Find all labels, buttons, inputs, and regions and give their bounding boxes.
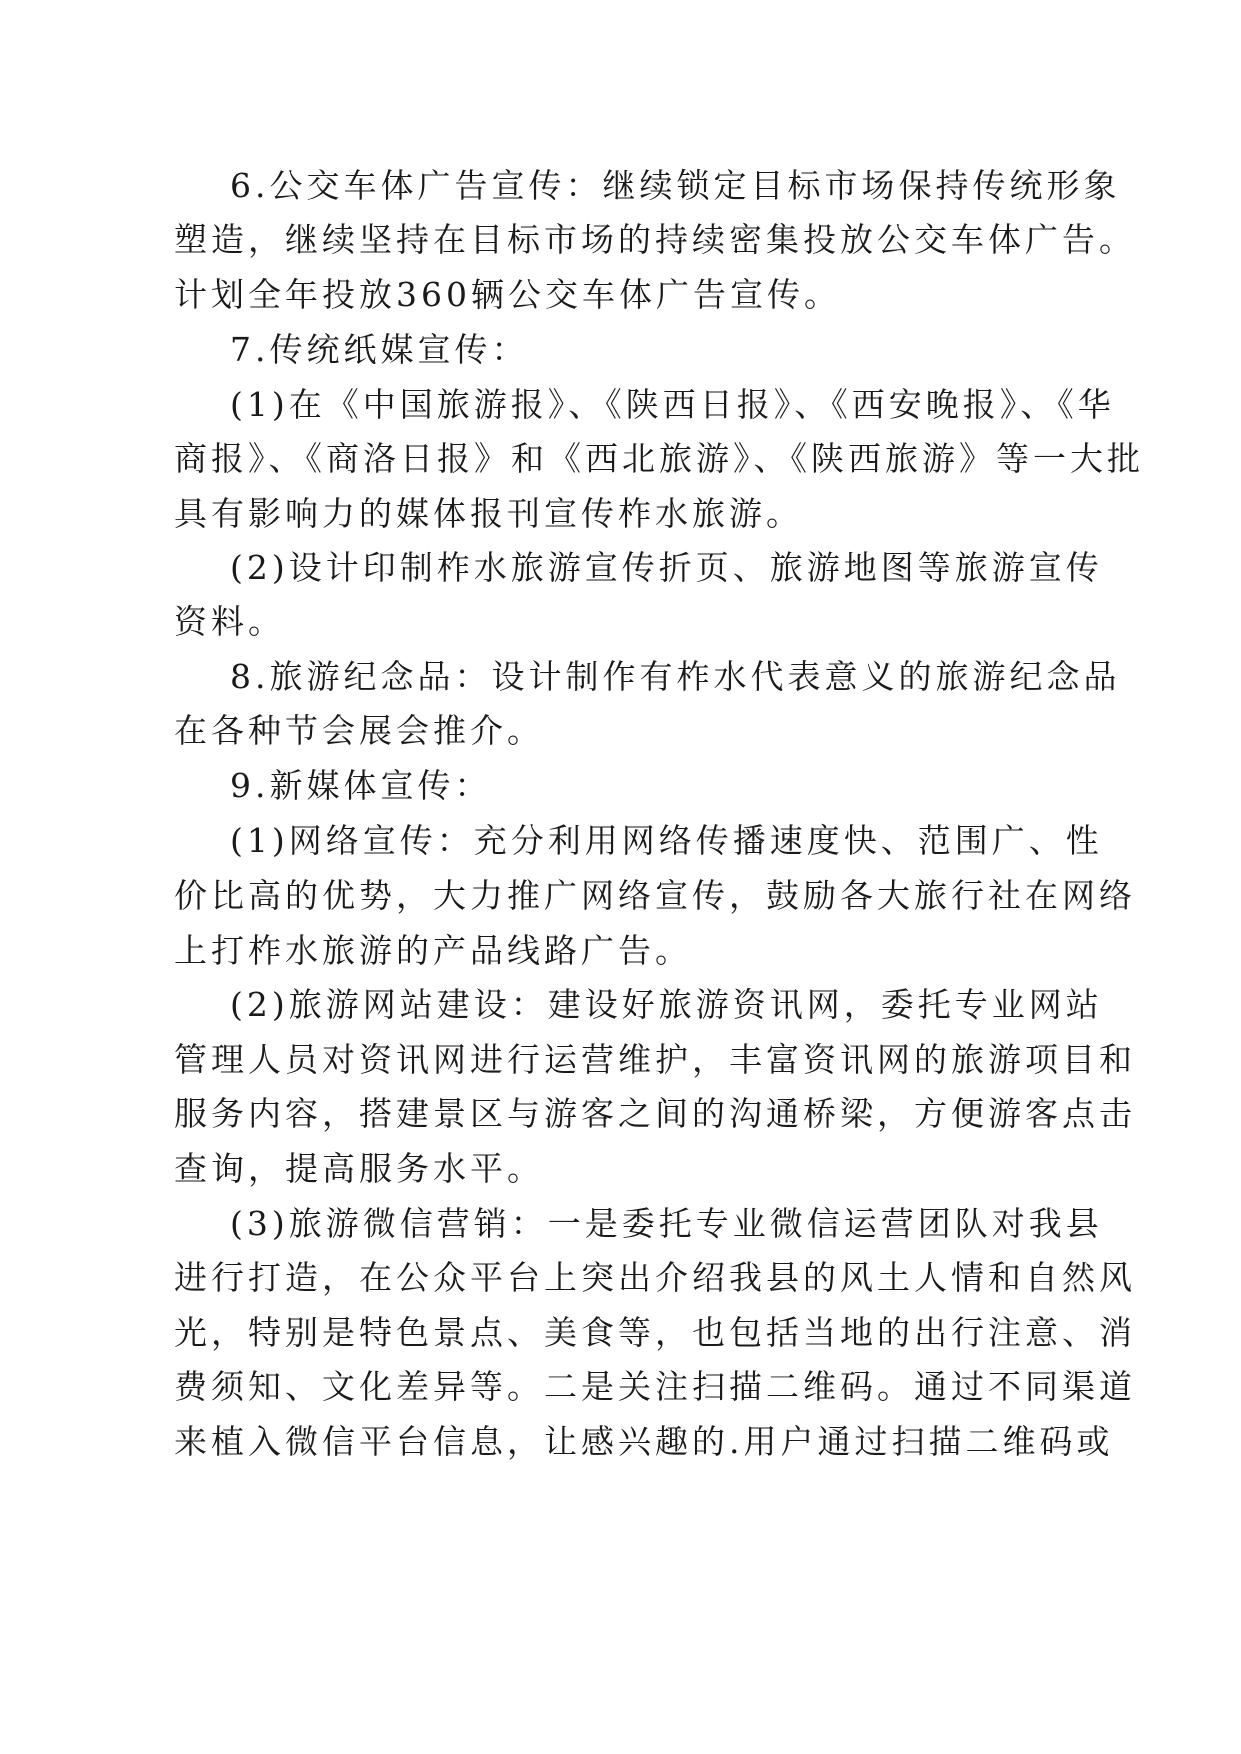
item-9-1-line-2: 价比高的优势，大力推广网络宣传，鼓励各大旅行社在网络 (174, 876, 1136, 915)
item-9-3-line-5: 来植入微信平台信息，让感兴趣的.用户通过扫描二维码或 (174, 1422, 1114, 1461)
item-7-1-line-3: 具有影响力的媒体报刊宣传柞水旅游。 (174, 494, 803, 533)
item-7-1-line-1: (1)在《中国旅游报》、《陕西日报》、《西安晚报》、《华 (230, 385, 1115, 424)
heading-7: 7.传统纸媒宣传： (230, 330, 529, 369)
item-9-3-line-2: 进行打造，在公众平台上突出介绍我县的风土人情和自然风 (174, 1258, 1136, 1297)
item-7-1-line-2: 商报》、《商洛日报》和《西北旅游》、《陕西旅游》等一大批 (174, 439, 1144, 478)
paragraph-6-line-1: 6.公交车体广告宣传：继续锁定目标市场保持传统形象 (230, 166, 1121, 205)
item-9-2-line-1: (2)旅游网站建设：建设好旅游资讯网，委托专业网站 (230, 985, 1103, 1024)
item-7-2-line-2: 资料。 (174, 602, 285, 641)
item-9-3-line-3: 光，特别是特色景点、美食等，也包括当地的出行注意、消 (174, 1313, 1136, 1352)
item-9-2-line-4: 查询，提高服务水平。 (174, 1149, 544, 1188)
paragraph-6-line-3: 计划全年投放360辆公交车体广告宣传。 (174, 275, 841, 314)
heading-9: 9.新媒体宣传： (230, 766, 492, 805)
item-9-1-line-1: (1)网络宣传：充分利用网络传播速度快、范围广、性 (230, 821, 1103, 860)
item-9-2-line-3: 服务内容，搭建景区与游客之间的沟通桥梁，方便游客点击 (174, 1094, 1136, 1133)
item-9-2-line-2: 管理人员对资讯网进行运营维护，丰富资讯网的旅游项目和 (174, 1040, 1136, 1079)
paragraph-8-line-1: 8.旅游纪念品：设计制作有柞水代表意义的旅游纪念品 (230, 657, 1121, 696)
item-9-3-line-1: (3)旅游微信营销：一是委托专业微信运营团队对我县 (230, 1204, 1103, 1243)
paragraph-8-line-2: 在各种节会展会推介。 (174, 711, 544, 750)
item-9-3-line-4: 费须知、文化差异等。二是关注扫描二维码。通过不同渠道 (174, 1367, 1136, 1406)
item-7-2-line-1: (2)设计印制柞水旅游宣传折页、旅游地图等旅游宣传 (230, 548, 1103, 587)
paragraph-6-line-2: 塑造，继续坚持在目标市场的持续密集投放公交车体广告。 (174, 220, 1136, 259)
item-9-1-line-3: 上打柞水旅游的产品线路广告。 (174, 931, 692, 970)
